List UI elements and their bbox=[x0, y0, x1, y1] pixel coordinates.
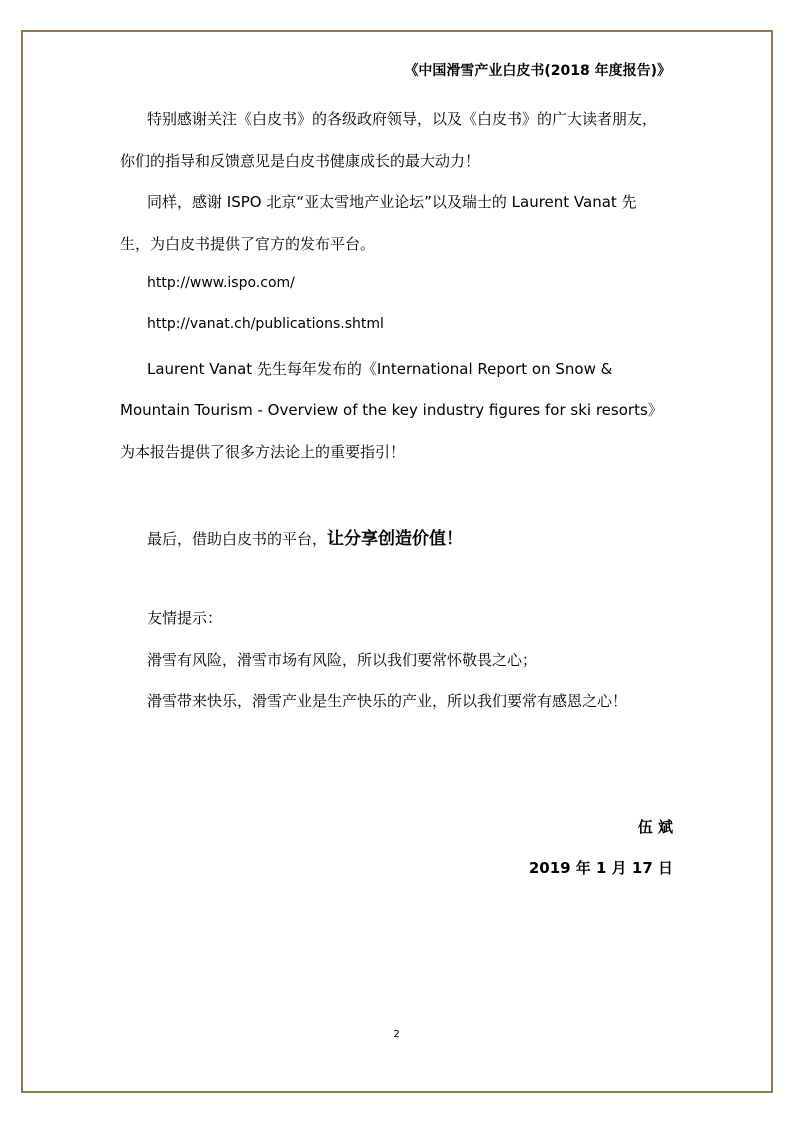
closing-slogan: 让分享创造价值！ bbox=[327, 529, 464, 549]
tip-line-1: 滑雪有风险，滑雪市场有风险，所以我们要常怀敬畏之心； bbox=[147, 651, 538, 669]
vanat-link[interactable]: http://vanat.ch/publications.shtml bbox=[147, 316, 384, 332]
tip-title: 友情提示： bbox=[147, 609, 223, 627]
page-border bbox=[21, 30, 773, 1093]
signature-date: 2019 年 1 月 17 日 bbox=[528, 859, 673, 877]
paragraph-1-line-2: 你们的指导和反馈意见是白皮书健康成长的最大动力！ bbox=[120, 152, 481, 170]
paragraph-3-line-3: 为本报告提供了很多方法论上的重要指引！ bbox=[120, 443, 406, 461]
closing-paragraph bbox=[147, 524, 463, 549]
document-header-title: 《中国滑雪产业白皮书(2018 年度报告)》 bbox=[404, 63, 671, 79]
paragraph-3-line-1: Laurent Vanat 先生每年发布的《International Report on Snow & bbox=[147, 360, 613, 378]
signature-name: 伍 斌 bbox=[637, 818, 673, 836]
paragraph-3-line-2: Mountain Tourism - Overview of the key industry figures for ski resorts》 bbox=[120, 401, 663, 419]
closing-prefix: 最后，借助白皮书的平台， bbox=[147, 530, 328, 548]
paragraph-1-line-1: 特别感谢关注《白皮书》的各级政府领导，以及《白皮书》的广大读者朋友， bbox=[147, 110, 658, 128]
page-number: 2 bbox=[393, 1029, 400, 1040]
ispo-link[interactable]: http://www.ispo.com/ bbox=[147, 275, 295, 291]
paragraph-2-line-1: 同样，感谢 ISPO 北京“亚太雪地产业论坛”以及瑞士的 Laurent Vanat 先 bbox=[147, 193, 637, 211]
paragraph-2-line-2: 生，为白皮书提供了官方的发布平台。 bbox=[120, 235, 376, 253]
tip-line-2: 滑雪带来快乐，滑雪产业是生产快乐的产业，所以我们要常有感恩之心！ bbox=[147, 692, 628, 710]
